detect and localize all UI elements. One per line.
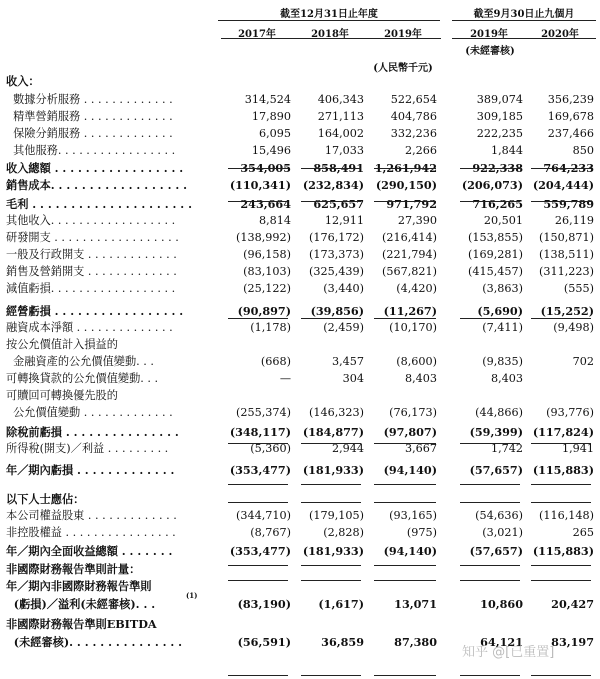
table-row bbox=[0, 596, 600, 612]
table-row bbox=[0, 143, 600, 159]
cell-value: (2,459) bbox=[323, 321, 364, 334]
cell-value: (3,021) bbox=[482, 526, 523, 539]
cell-value: (1,178) bbox=[250, 321, 291, 334]
cell-value: (173,373) bbox=[309, 248, 364, 261]
year-header-2018: 2018年 bbox=[311, 29, 349, 40]
table-row bbox=[0, 543, 600, 559]
cell-value: (344,710) bbox=[236, 509, 291, 522]
cell-value: 2,944 bbox=[331, 442, 364, 455]
cell-value: (44,866) bbox=[475, 406, 523, 419]
cell-value: 922,338 bbox=[472, 161, 523, 175]
cell-value: (94,140) bbox=[383, 544, 437, 558]
cell-value: 702 bbox=[572, 355, 594, 368]
watermark: 知乎 @[已重置] bbox=[462, 645, 555, 660]
cell-value: 6,095 bbox=[258, 127, 291, 140]
cell-value: (54,636) bbox=[475, 509, 523, 522]
cell-value: 164,002 bbox=[317, 127, 364, 140]
cell-value: 971,792 bbox=[386, 197, 437, 211]
cell-value: (97,807) bbox=[383, 425, 437, 439]
cell-value: 559,789 bbox=[543, 197, 594, 211]
row-label: (未經審核). . . . . . . . . . . . . . . bbox=[6, 635, 183, 649]
cell-value: (2,828) bbox=[323, 526, 364, 539]
cell-value: 15,496 bbox=[251, 144, 291, 157]
cell-value: (353,477) bbox=[229, 463, 291, 477]
cell-value: (96,158) bbox=[243, 248, 291, 261]
cell-value: (9,835) bbox=[482, 355, 523, 368]
cell-value: (567,821) bbox=[382, 265, 437, 278]
cell-value: (348,117) bbox=[229, 425, 291, 439]
row-label: 非國際財務報告準則EBITDA bbox=[6, 617, 157, 631]
row-label: 金融資產的公允價值變動. . . bbox=[6, 355, 154, 368]
row-label: (虧損)／溢利(未經審核). . . bbox=[6, 597, 156, 611]
row-label: 毛利 . . . . . . . . . . . . . . . . . . . . . bbox=[6, 197, 192, 211]
row-label: 年／期內虧損 . . . . . . . . . . . . . bbox=[6, 463, 175, 477]
row-label: 研發開支 . . . . . . . . . . . . . . . . . . bbox=[6, 231, 179, 244]
cell-value: (176,172) bbox=[309, 231, 364, 244]
currency-label: (人民幣千元) bbox=[373, 63, 433, 74]
cell-value: (93,165) bbox=[389, 509, 437, 522]
cell-value: (3,863) bbox=[482, 282, 523, 295]
row-label: 一般及行政開支 . . . . . . . . . . . . . bbox=[6, 248, 177, 261]
cell-value: (8,600) bbox=[396, 355, 437, 368]
cell-value: (93,776) bbox=[546, 406, 594, 419]
cell-value: (115,883) bbox=[532, 544, 594, 558]
cell-value: 237,466 bbox=[547, 127, 594, 140]
cell-value: 17,033 bbox=[324, 144, 364, 157]
cell-value: 271,113 bbox=[317, 110, 364, 123]
row-label: 非國際財務報告準則計量： bbox=[6, 562, 141, 576]
table-row bbox=[0, 213, 600, 229]
table-row bbox=[0, 73, 600, 89]
cell-value: 1,844 bbox=[490, 144, 523, 157]
cell-value: 26,119 bbox=[554, 214, 594, 227]
cell-value: (56,591) bbox=[237, 635, 291, 649]
row-label: 減值虧損. . . . . . . . . . . . . . . . . . bbox=[6, 282, 176, 295]
cell-value: 13,071 bbox=[394, 597, 437, 611]
year-header-2019-9m: 2019年 bbox=[470, 29, 508, 40]
table-row bbox=[0, 303, 600, 319]
table-row bbox=[0, 109, 600, 125]
cell-value: 389,074 bbox=[476, 93, 523, 106]
table-row bbox=[0, 264, 600, 280]
row-label: 可轉換貸款的公允價值變動. . . bbox=[6, 372, 159, 385]
cell-value: 36,859 bbox=[321, 635, 364, 649]
cell-value: 64,121 bbox=[480, 635, 523, 649]
row-label: 以下人士應佔： bbox=[6, 492, 85, 506]
table-row bbox=[0, 616, 600, 632]
cell-value: 522,654 bbox=[390, 93, 437, 106]
cell-value: (179,105) bbox=[309, 509, 364, 522]
cell-value: 8,403 bbox=[490, 372, 523, 385]
cell-value: 8,814 bbox=[258, 214, 291, 227]
table-row bbox=[0, 230, 600, 246]
cell-value: (5,360) bbox=[250, 442, 291, 455]
cell-value: (204,444) bbox=[532, 178, 594, 192]
cell-value: (1,617) bbox=[318, 597, 364, 611]
cell-value: 10,860 bbox=[480, 597, 523, 611]
table-row bbox=[0, 247, 600, 263]
cell-value: 265 bbox=[572, 526, 594, 539]
header-group-annual: 截至12月31日止年度 bbox=[280, 9, 378, 20]
header-group-nine-months: 截至9月30日止九個月 bbox=[473, 9, 575, 20]
footnote-mark: (1) bbox=[186, 591, 198, 600]
table-row bbox=[0, 354, 600, 370]
cell-value: 83,197 bbox=[551, 635, 594, 649]
cell-value: 3,667 bbox=[404, 442, 437, 455]
row-label: 本公司權益股東 . . . . . . . . . . . . . bbox=[6, 509, 177, 522]
row-label: 年／期內非國際財務報告準則 bbox=[6, 579, 152, 593]
unaudited-label: (未經審核) bbox=[465, 46, 515, 57]
table-row bbox=[0, 126, 600, 142]
table-row bbox=[0, 371, 600, 387]
cell-value: (325,439) bbox=[309, 265, 364, 278]
row-label: 可贖回可轉換優先股的 bbox=[6, 389, 118, 402]
cell-value: (184,877) bbox=[302, 425, 364, 439]
row-label: 所得稅(開支)／利益 . . . . . . . . . bbox=[6, 442, 169, 455]
cell-value: (290,150) bbox=[375, 178, 437, 192]
header-divider bbox=[218, 20, 440, 21]
cell-value: 17,890 bbox=[251, 110, 291, 123]
cell-value: (9,498) bbox=[553, 321, 594, 334]
table-row bbox=[0, 525, 600, 541]
table-row bbox=[0, 462, 600, 478]
cell-value: (138,511) bbox=[539, 248, 594, 261]
cell-value: 222,235 bbox=[476, 127, 523, 140]
cell-value: 169,678 bbox=[547, 110, 594, 123]
cell-value: (110,341) bbox=[229, 178, 291, 192]
cell-value: 304 bbox=[342, 372, 364, 385]
cell-value: (216,414) bbox=[382, 231, 437, 244]
cell-value: (206,073) bbox=[461, 178, 523, 192]
cell-value: 3,457 bbox=[331, 355, 364, 368]
cell-value: 243,664 bbox=[240, 197, 291, 211]
cell-value: 850 bbox=[572, 144, 594, 157]
table-row bbox=[0, 508, 600, 524]
table-row bbox=[0, 177, 600, 193]
cell-value: (11,267) bbox=[383, 304, 437, 318]
row-label: 按公允價值計入損益的 bbox=[6, 338, 118, 351]
row-label: 除稅前虧損 . . . . . . . . . . . . . . . bbox=[6, 425, 179, 439]
cell-value: (8,767) bbox=[250, 526, 291, 539]
cell-value: 354,005 bbox=[240, 161, 291, 175]
table-row bbox=[0, 196, 600, 212]
cell-value: (415,457) bbox=[468, 265, 523, 278]
year-divider bbox=[452, 38, 596, 39]
year-header-2019: 2019年 bbox=[384, 29, 422, 40]
row-label: 銷售及營銷開支 . . . . . . . . . . . . . bbox=[6, 265, 177, 278]
cell-value: 20,501 bbox=[483, 214, 523, 227]
cell-value: 406,343 bbox=[317, 93, 364, 106]
row-label: 收入總額 . . . . . . . . . . . . . . . . . bbox=[6, 161, 184, 175]
header-divider bbox=[452, 20, 596, 21]
cell-value: (181,933) bbox=[302, 463, 364, 477]
row-label: 數據分析服務 . . . . . . . . . . . . . bbox=[6, 93, 173, 106]
row-label: 公允價值變動 . . . . . . . . . . . . . bbox=[6, 406, 173, 419]
cell-value: (39,856) bbox=[310, 304, 364, 318]
year-header-2017: 2017年 bbox=[238, 29, 276, 40]
cell-value: 12,911 bbox=[324, 214, 364, 227]
cell-value: (116,148) bbox=[539, 509, 594, 522]
cell-value: (90,897) bbox=[237, 304, 291, 318]
cell-value: (169,281) bbox=[468, 248, 523, 261]
cell-value: (10,170) bbox=[389, 321, 437, 334]
cell-value: 87,380 bbox=[394, 635, 437, 649]
cell-value: (15,252) bbox=[540, 304, 594, 318]
cell-value: (153,855) bbox=[468, 231, 523, 244]
cell-value: 1,742 bbox=[490, 442, 523, 455]
cell-value: 2,266 bbox=[404, 144, 437, 157]
cell-value: (555) bbox=[563, 282, 594, 295]
cell-value: (57,657) bbox=[469, 544, 523, 558]
cell-value: (76,173) bbox=[389, 406, 437, 419]
cell-value: (3,440) bbox=[323, 282, 364, 295]
row-label: 融資成本淨額 . . . . . . . . . . . . . . bbox=[6, 321, 173, 334]
table-row bbox=[0, 405, 600, 421]
cell-value: (57,657) bbox=[469, 463, 523, 477]
cell-value: (255,374) bbox=[236, 406, 291, 419]
cell-value: (59,399) bbox=[469, 425, 523, 439]
year-header-2020-9m: 2020年 bbox=[541, 29, 579, 40]
row-label: 保險分銷服務 . . . . . . . . . . . . . bbox=[6, 127, 173, 140]
cell-value: (975) bbox=[406, 526, 437, 539]
cell-value: 20,427 bbox=[551, 597, 594, 611]
cell-value: 716,265 bbox=[472, 197, 523, 211]
table-row bbox=[0, 92, 600, 108]
cell-value: 858,491 bbox=[313, 161, 364, 175]
cell-value: 356,239 bbox=[547, 93, 594, 106]
row-label: 其他收入. . . . . . . . . . . . . . . . . . bbox=[6, 214, 176, 227]
cell-value: 27,390 bbox=[397, 214, 437, 227]
cell-value: (146,323) bbox=[309, 406, 364, 419]
cell-value: (311,223) bbox=[539, 265, 594, 278]
table-row bbox=[0, 424, 600, 440]
cell-value: 309,185 bbox=[476, 110, 523, 123]
cell-value: 1,261,942 bbox=[374, 161, 437, 175]
cell-value: 625,657 bbox=[313, 197, 364, 211]
cell-value: (7,411) bbox=[482, 321, 523, 334]
cell-value: (25,122) bbox=[243, 282, 291, 295]
row-label: 收入： bbox=[6, 74, 40, 88]
table-row bbox=[0, 561, 600, 577]
cell-value: (221,794) bbox=[382, 248, 437, 261]
row-label: 年／期內全面收益總額 . . . . . . . bbox=[6, 544, 173, 558]
cell-value: 314,524 bbox=[244, 93, 291, 106]
cell-value: 8,403 bbox=[404, 372, 437, 385]
cell-value: (353,477) bbox=[229, 544, 291, 558]
row-label: 精準營銷服務 . . . . . . . . . . . . . bbox=[6, 110, 173, 123]
table-row bbox=[0, 281, 600, 297]
year-divider bbox=[221, 38, 441, 39]
table-row bbox=[0, 388, 600, 404]
cell-value: (138,992) bbox=[236, 231, 291, 244]
cell-value: (94,140) bbox=[383, 463, 437, 477]
cell-value: — bbox=[279, 372, 291, 385]
row-label: 銷售成本. . . . . . . . . . . . . . . . . . bbox=[6, 178, 188, 192]
cell-value: (4,420) bbox=[396, 282, 437, 295]
table-row bbox=[0, 320, 600, 336]
cell-value: 764,233 bbox=[543, 161, 594, 175]
cell-value: 404,786 bbox=[390, 110, 437, 123]
table-row bbox=[0, 491, 600, 507]
cell-value: (5,690) bbox=[477, 304, 523, 318]
row-label: 經營虧損 . . . . . . . . . . . . . . . . . bbox=[6, 304, 184, 318]
row-label: 非控股權益 . . . . . . . . . . . . . . . . bbox=[6, 526, 176, 539]
cell-value: (115,883) bbox=[532, 463, 594, 477]
cell-value: 1,941 bbox=[561, 442, 594, 455]
cell-value: 332,236 bbox=[390, 127, 437, 140]
row-label: 其他服務. . . . . . . . . . . . . . . . . bbox=[6, 144, 176, 157]
cell-value: (83,103) bbox=[243, 265, 291, 278]
cell-value: (668) bbox=[260, 355, 291, 368]
cell-value: (232,834) bbox=[302, 178, 364, 192]
table-row bbox=[0, 337, 600, 353]
cell-value: (117,824) bbox=[532, 425, 594, 439]
cell-value: (181,933) bbox=[302, 544, 364, 558]
cell-value: (83,190) bbox=[237, 597, 291, 611]
cell-value: (150,871) bbox=[539, 231, 594, 244]
